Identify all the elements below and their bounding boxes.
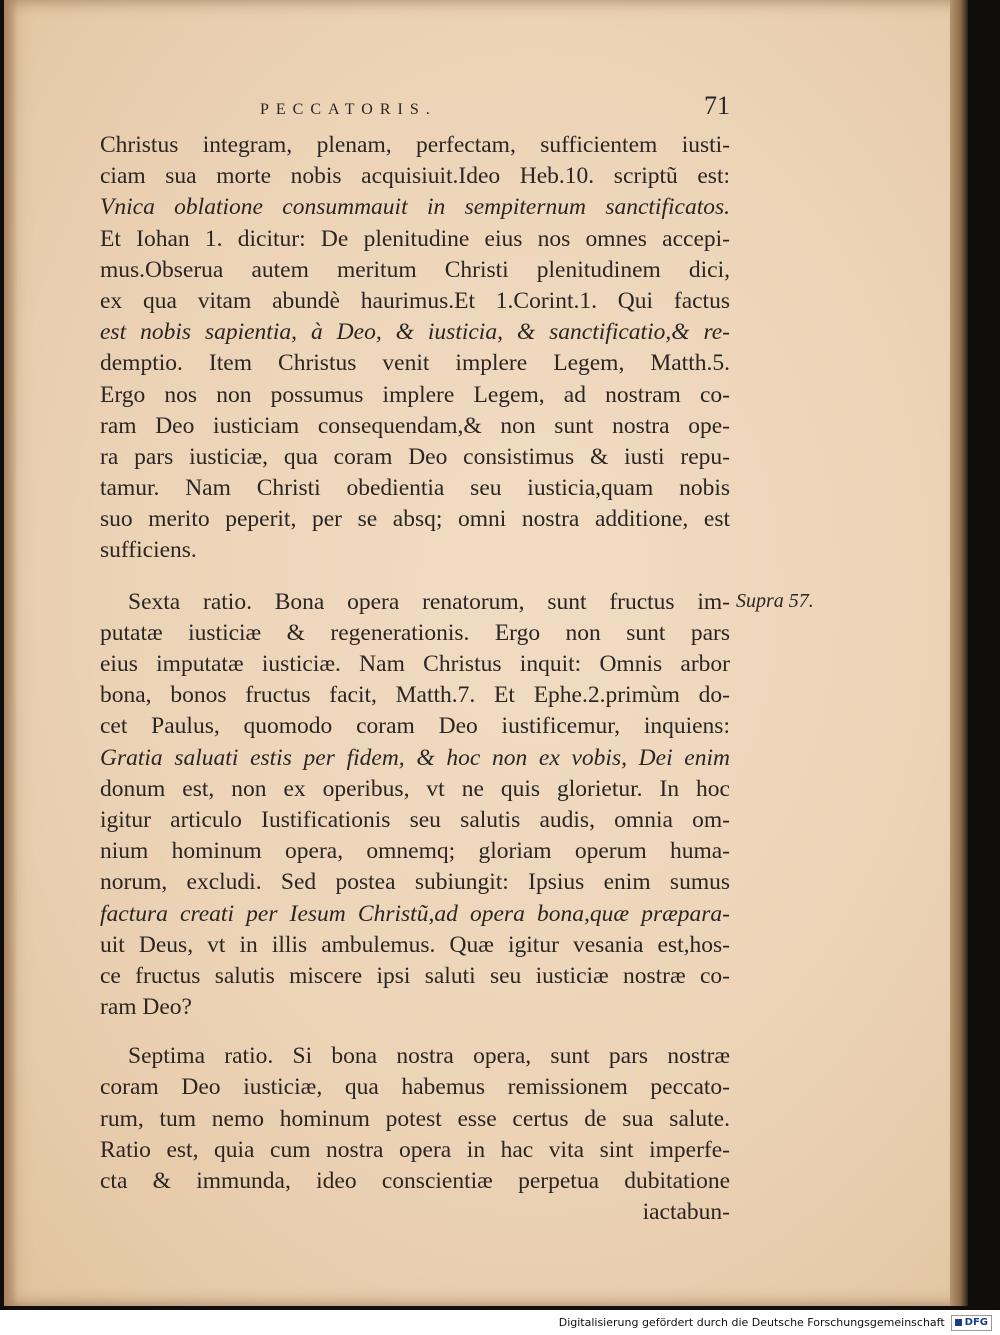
italic-text: factura creati per Iesum Christũ,ad opera bona,quæ præpara-: [100, 900, 730, 927]
text-line: rum, tum nemo hominum potest esse certus de sua salute.: [100, 1105, 730, 1132]
page-header: [100, 90, 730, 128]
text-line: ram Deo?: [100, 994, 192, 1021]
text-block: [100, 90, 730, 1228]
text-line: mus.Obserua autem meritum Christi plenitudinem dici,: [100, 256, 730, 283]
text-line: Ratio est, quia cum nostra opera in hac vita sint imperfe-: [100, 1136, 730, 1163]
paragraph-3: [100, 1041, 730, 1228]
page-number: 71: [704, 91, 730, 120]
text-line: Sexta ratio. Bona opera renatorum, sunt fructus im-: [128, 588, 730, 615]
text-line: ciam sua morte nobis acquisiuit.Ideo Heb.10. scriptũ est:: [100, 163, 730, 190]
page-gutter: [4, 0, 18, 1306]
text-line-italic: [100, 899, 730, 930]
text-line: ram Deo iusticiam consequendam,& non sunt nostra ope-: [100, 412, 730, 439]
text-line: Ergo nos non possumus implere Legem, ad nostram co-: [100, 381, 730, 408]
italic-text: est nobis sapientia, à Deo, & iusticia, & sanctificatio,& re-: [100, 319, 730, 346]
running-head: PECCATORIS.: [260, 101, 437, 118]
text-line: norum, excludi. Sed postea subiungit: Ipsius enim sumus: [100, 869, 730, 896]
text-line: Septima ratio. Si bona nostra opera, sunt pars nostræ: [128, 1043, 730, 1070]
text-line: ce fructus salutis miscere ipsi saluti seu iusticiæ nostræ co-: [100, 962, 730, 989]
italic-text: Vnica oblatione consummauit in sempiternum sanctificatos.: [100, 194, 730, 221]
text-line-italic: [100, 192, 730, 223]
footer-credit: Digitalisierung gefördert durch die Deutsche Forschungsgemeinschaft: [558, 1316, 945, 1329]
text-line: Christus integram, plenam, perfectam, sufficientem iusti-: [100, 132, 730, 158]
digitization-footer: [0, 1310, 1000, 1335]
text-line: ra pars iusticiæ, qua coram Deo consistimus & iusti repu-: [100, 443, 730, 470]
dfg-logo-text: DFG: [964, 1317, 988, 1328]
paragraph-2: [100, 587, 730, 1024]
italic-text: Gratia saluati estis per fidem, & hoc non ex vobis, Dei enim: [100, 744, 730, 771]
catchword: iactabun-: [642, 1199, 730, 1226]
text-line: Et Iohan 1. dicitur: De plenitudine eius nos omnes accepi-: [100, 225, 730, 252]
text-line: nium hominum opera, omnemq; gloriam operum huma-: [100, 838, 730, 865]
page-edge: [950, 0, 968, 1306]
paragraph-gap: [100, 1023, 730, 1041]
text-line: demptio. Item Christus venit implere Legem, Matth.5.: [100, 350, 730, 377]
text-line: ex qua vitam abundè haurimus.Et 1.Corint.1. Qui factus: [100, 287, 730, 314]
text-line: tamur. Nam Christi obedientia seu iusticia,quam nobis: [100, 475, 730, 502]
text-line: sufficiens.: [100, 537, 197, 564]
dfg-logo-icon: [951, 1315, 992, 1331]
text-line: coram Deo iusticiæ, qua habemus remissionem peccato-: [100, 1074, 730, 1101]
text-line: cta & immunda, ideo conscientiæ perpetua dubitatione: [100, 1168, 730, 1194]
text-line: bona, bonos fructus facit, Matth.7. Et Ephe.2.primùm do-: [100, 682, 730, 709]
paragraph-1: [100, 130, 730, 567]
text-line: cet Paulus, quomodo coram Deo iustificemur, inquiens:: [100, 713, 730, 740]
text-line: putatæ iusticiæ & regenerationis. Ergo non sunt pars: [100, 619, 730, 646]
paragraph-gap: [100, 567, 730, 587]
text-line: uit Deus, vt in illis ambulemus. Quæ igitur vesania est,hos-: [100, 931, 730, 958]
text-line-italic: [100, 743, 730, 774]
text-line: eius imputatæ iusticiæ. Nam Christus inquit: Omnis arbor: [100, 651, 730, 677]
book-page: [4, 0, 968, 1306]
text-line: donum est, non ex operibus, vt ne quis glorietur. In hoc: [100, 775, 730, 802]
text-line-italic: [100, 317, 730, 348]
text-line: suo merito peperit, per se absq; omni nostra additione, est: [100, 506, 730, 533]
margin-note: Supra 57.: [736, 590, 814, 612]
text-line: igitur articulo Iustificationis seu salutis audis, omnia om-: [100, 806, 730, 833]
dfg-logo-square: [955, 1319, 962, 1326]
